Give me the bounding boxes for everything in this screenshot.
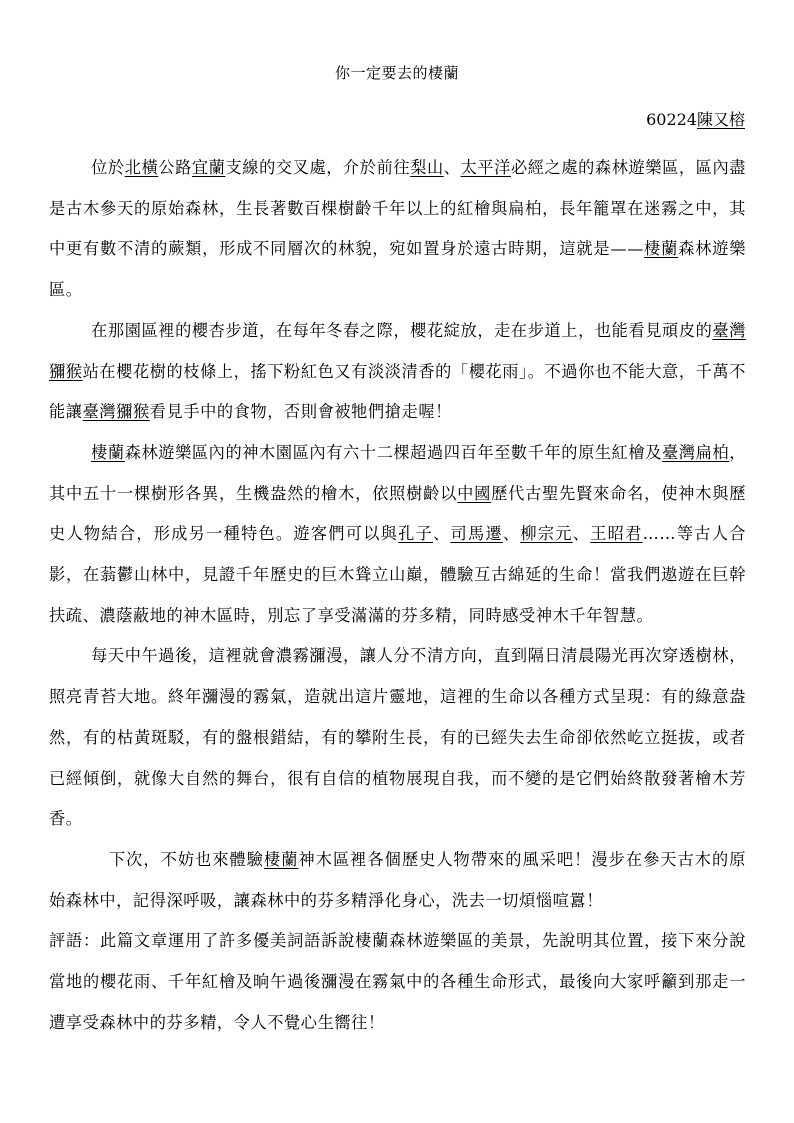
proper-noun: 北橫 — [124, 158, 159, 177]
author-line — [646, 108, 745, 132]
proper-noun: 柳宗元 — [520, 524, 573, 544]
essay-body — [49, 148, 746, 1043]
page-title: 你一定要去的棲蘭 — [334, 64, 459, 82]
paragraph-3 — [49, 433, 746, 637]
proper-noun: 棲蘭 — [91, 442, 125, 462]
paragraph-2 — [49, 311, 746, 433]
proper-noun: 臺灣獼猴 — [49, 320, 747, 381]
text-segment: 、 — [502, 524, 521, 544]
paragraph-5 — [49, 840, 746, 921]
text-segment: 、 — [433, 524, 451, 544]
text-segment: 、 — [572, 524, 591, 544]
text-segment: 看見手中的食物，否則會被牠們搶走喔！ — [149, 402, 452, 422]
text-segment: 公路 — [158, 158, 192, 177]
text-segment: 支線的交叉處，介於前往 — [225, 158, 411, 177]
text-segment: 必經之處的森林遊樂區，區內盡是古木參天的原始森林，生長著數百棵樹齡千年以上的紅檜與扁柏，長年籠罩在迷霧之中，其中更有數不清的蕨類，形成不同層次的林貌，宛如置身於遠古時期，這就是—— — [49, 158, 747, 259]
paragraph-4 — [49, 636, 746, 840]
proper-noun: 孔子 — [398, 524, 434, 544]
proper-noun: 太平洋 — [460, 158, 511, 177]
text-segment: ，其中五十一棵樹形各異，生機盎然的檜木，依照樹齡以 — [49, 442, 747, 503]
text-segment: 神木區裡各個歷史人物帶來的風采吧！漫步在參天古木的原始森林中，記得深呼吸，讓森林中的芬多精淨化身心，洗去一切煩惱喧囂！ — [49, 849, 747, 910]
text-segment: 位於 — [91, 158, 125, 177]
proper-noun: 中國 — [457, 483, 492, 503]
text-segment: 森林遊樂區內的神木園區內有六十二棵超過四百年至數千年的原生紅檜及 — [124, 442, 663, 462]
text-segment: 每天中午過後，這裡就會濃霧瀰漫，讓人分不清方向，直到隔日清晨陽光再次穿透樹林，照亮青苔大地。終年瀰漫的霧氣，造就出這片靈地，這裡的生命以各種方式呈現：有的綠意盎然，有的枯黃斑駁，有的盤根錯結，有的攀附生長，有的已經失去生命卻依然屹立挺拔，或者已經傾倒，就像大自然的舞台，很有自信的植物展現自我，而不變的是它們始終散發著檜木芳香。 — [49, 646, 746, 829]
text-segment: 下次，不妨也來體驗 — [108, 849, 265, 869]
text-segment: 歷代古聖先賢來命名，使神木與歷史人物結合，形成另一種特色。遊客們可以與 — [49, 483, 746, 544]
text-segment: ……等古人合影，在蓊鬱山林中，見證千年歷史的巨木聳立山巔，體驗互古綿延的生命！當我們遨遊在巨幹扶疏、濃蔭蔽地的神木區時，別忘了享受滿滿的芬多精，同時感受神木千年智慧。 — [49, 524, 746, 625]
proper-noun: 臺灣獼猴 — [82, 402, 150, 422]
proper-noun: 梨山 — [410, 158, 444, 177]
text-segment: 在那園區裡的櫻杏步道，在每年冬春之際，櫻花綻放，走在步道上，也能看見頑皮的 — [91, 320, 713, 340]
proper-noun: 棲蘭 — [264, 849, 299, 869]
proper-noun: 臺灣扁柏 — [662, 442, 730, 462]
teacher-comment — [49, 921, 746, 1043]
text-segment: 評語：此篇文章運用了許多優美詞語訴說棲蘭森林遊樂區的美景，先說明其位置，接下來分說當地的櫻花雨、千年紅檜及晌午過後瀰漫在霧氣中的各種生命形式，最後向大家呼籲到那走一遭享受森林中的芬多精，令人不覺心生嚮往！ — [49, 931, 746, 1032]
proper-noun: 棲蘭 — [643, 239, 679, 259]
paragraph-1 — [49, 148, 746, 311]
proper-noun: 王昭君 — [590, 524, 643, 544]
student-id: 60224 — [646, 110, 697, 129]
text-segment: 、 — [443, 158, 461, 177]
proper-noun: 司馬遷 — [450, 524, 503, 544]
text-segment: 站在櫻花樹的枝條上，搖下粉紅色又有淡淡清香的「櫻花雨」。不過你也不能大意，千萬不能讓 — [49, 361, 746, 422]
proper-noun: 宜蘭 — [191, 158, 226, 177]
text-segment: 森林遊樂區。 — [49, 239, 747, 300]
author-name: 陳又榕 — [696, 110, 745, 129]
